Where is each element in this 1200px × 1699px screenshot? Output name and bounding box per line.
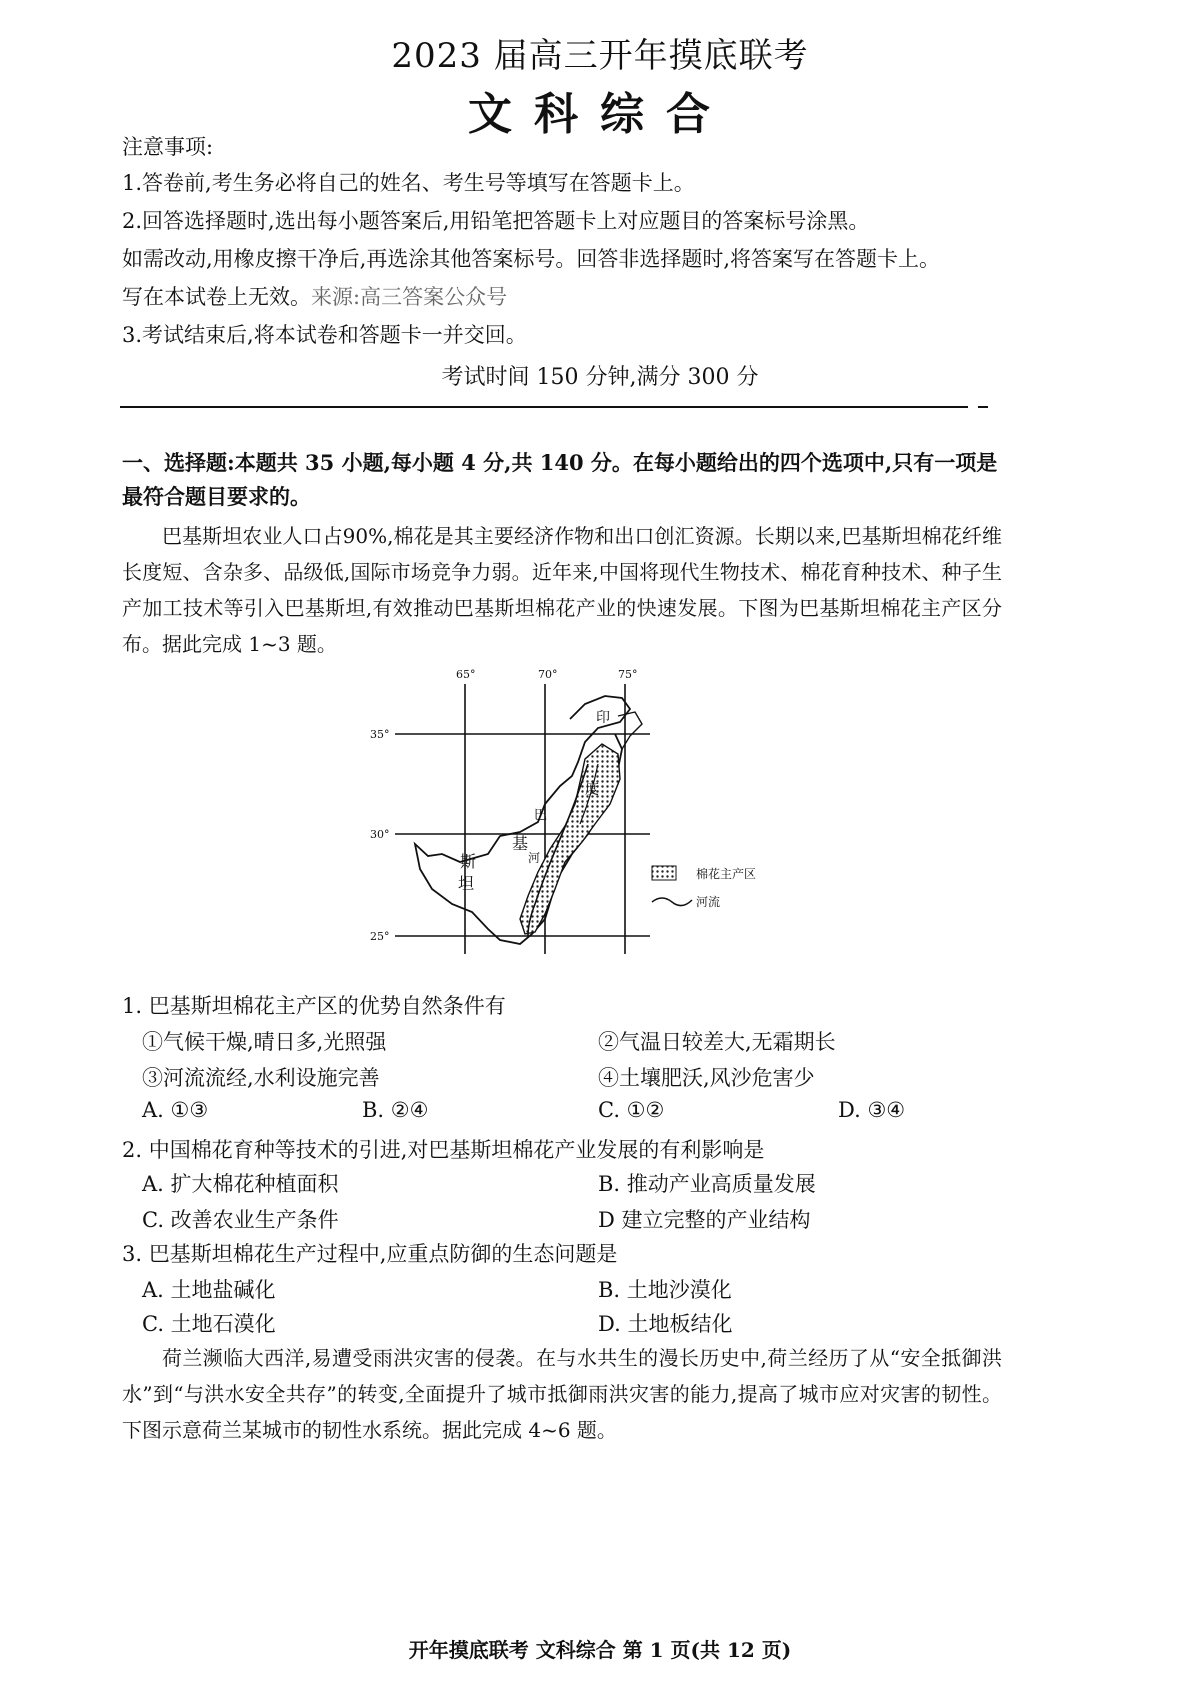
q2-option-a[interactable]: A. 扩大棉花种植面积 (142, 1172, 339, 1196)
q3-option-c[interactable]: C. 土地石漠化 (142, 1312, 276, 1336)
label-pakistan-4: 坦 (458, 874, 475, 893)
subject-title: 文科综合 (468, 89, 732, 140)
q2-option-b[interactable]: B. 推动产业高质量发展 (598, 1172, 816, 1196)
divider-tick (978, 406, 988, 408)
question-2-stem: 2. 中国棉花育种等技术的引进,对巴基斯坦棉花产业发展的有利影响是 (122, 1138, 765, 1162)
label-pakistan-3: 斯 (460, 852, 477, 871)
divider-rule (120, 406, 968, 408)
lon-label-70: 70° (538, 668, 558, 681)
label-pakistan-2: 基 (512, 834, 529, 853)
q1-option-a[interactable]: A. ①③ (142, 1098, 209, 1122)
source-note: 来源:高三答案公众号 (311, 285, 508, 309)
question-1-stem: 1. 巴基斯坦棉花主产区的优势自然条件有 (122, 994, 506, 1018)
note-item-1: 1.答卷前,考生务必将自己的姓名、考生号等填写在答题卡上。 (122, 171, 695, 195)
note-item-3: 3.考试结束后,将本试卷和答题卡一并交回。 (122, 323, 527, 347)
lon-label-65: 65° (456, 668, 476, 681)
label-india-1: 印 (596, 710, 610, 726)
legend-river-label: 河流 (696, 895, 721, 909)
legend-cotton-label: 棉花主产区 (696, 867, 757, 881)
q2-option-c[interactable]: C. 改善农业生产条件 (142, 1208, 339, 1232)
passage-2: 荷兰濒临大西洋,易遭受雨洪灾害的侵袭。在与水共生的漫长历史中,荷兰经历了从“安全抵御洪水”到“与洪水安全共存”的转变,全面提升了城市抵御雨洪灾害的能力,提高了城市应对灾害的韧性。下图示意荷兰某城市的韧性水系统。据此完成 4~6 题。 (122, 1346, 1002, 1442)
notes-heading: 注意事项: (122, 135, 214, 159)
q3-option-b[interactable]: B. 土地沙漠化 (598, 1278, 732, 1302)
lat-label-25: 25° (370, 930, 390, 943)
q1-statement-2: ②气温日较差大,无霜期长 (598, 1030, 836, 1054)
pakistan-cotton-map (360, 664, 800, 964)
note-item-2-end-text: 写在本试卷上无效。 (122, 285, 311, 309)
lat-label-30: 30° (370, 828, 390, 841)
hatched-area-icon (652, 866, 676, 880)
q1-option-c[interactable]: C. ①② (598, 1098, 665, 1122)
lon-label-75: 75° (618, 668, 638, 681)
q1-statement-1: ①气候干燥,晴日多,光照强 (142, 1030, 387, 1054)
exam-title: 2023 届高三开年摸底联考 (391, 36, 809, 76)
q1-statement-4: ④土壤肥沃,风沙危害少 (598, 1066, 815, 1090)
india-border (618, 712, 642, 749)
note-item-2-end (122, 282, 507, 312)
river-line-icon (652, 898, 692, 906)
q1-option-d[interactable]: D. ③④ (838, 1098, 906, 1122)
q3-option-d[interactable]: D. 土地板结化 (598, 1312, 733, 1336)
q1-statement-3: ③河流流经,水利设施完善 (142, 1066, 380, 1090)
exam-time: 考试时间 150 分钟,满分 300 分 (441, 365, 759, 390)
q2-option-d[interactable]: D 建立完整的产业结构 (598, 1208, 811, 1232)
note-item-2: 2.回答选择题时,选出每小题答案后,用铅笔把答题卡上对应题目的答案标号涂黑。 (122, 209, 870, 233)
passage-1: 巴基斯坦农业人口占90%,棉花是其主要经济作物和出口创汇资源。长期以来,巴基斯坦棉花纤维长度短、含杂多、品级低,国际市场竞争力弱。近年来,中国将现代生物技术、棉花育种技术、种子生产加工技术等引入巴基斯坦,有效推动巴基斯坦棉花产业的快速发展。下图为巴基斯坦棉花主产区分布。据此完成 1~3 题。 (122, 524, 1002, 656)
page-footer: 开年摸底联考 文科综合 第 1 页(共 12 页) (408, 1638, 792, 1662)
section-heading: 一、选择题:本题共 35 小题,每小题 4 分,共 140 分。在每小题给出的四个选项中,只有一项是最符合题目要求的。 (122, 450, 998, 509)
label-river: 河 (528, 851, 541, 865)
question-3-stem: 3. 巴基斯坦棉花生产过程中,应重点防御的生态问题是 (122, 1242, 618, 1266)
label-india-2: 度 (585, 782, 599, 798)
q3-option-a[interactable]: A. 土地盐碱化 (142, 1278, 276, 1302)
lat-label-35: 35° (370, 728, 390, 741)
label-pakistan-1: 巴 (534, 808, 548, 823)
q1-option-b[interactable]: B. ②④ (362, 1098, 429, 1122)
note-item-2-cont: 如需改动,用橡皮擦干净后,再选涂其他答案标号。回答非选择题时,将答案写在答题卡上。 (122, 247, 941, 271)
